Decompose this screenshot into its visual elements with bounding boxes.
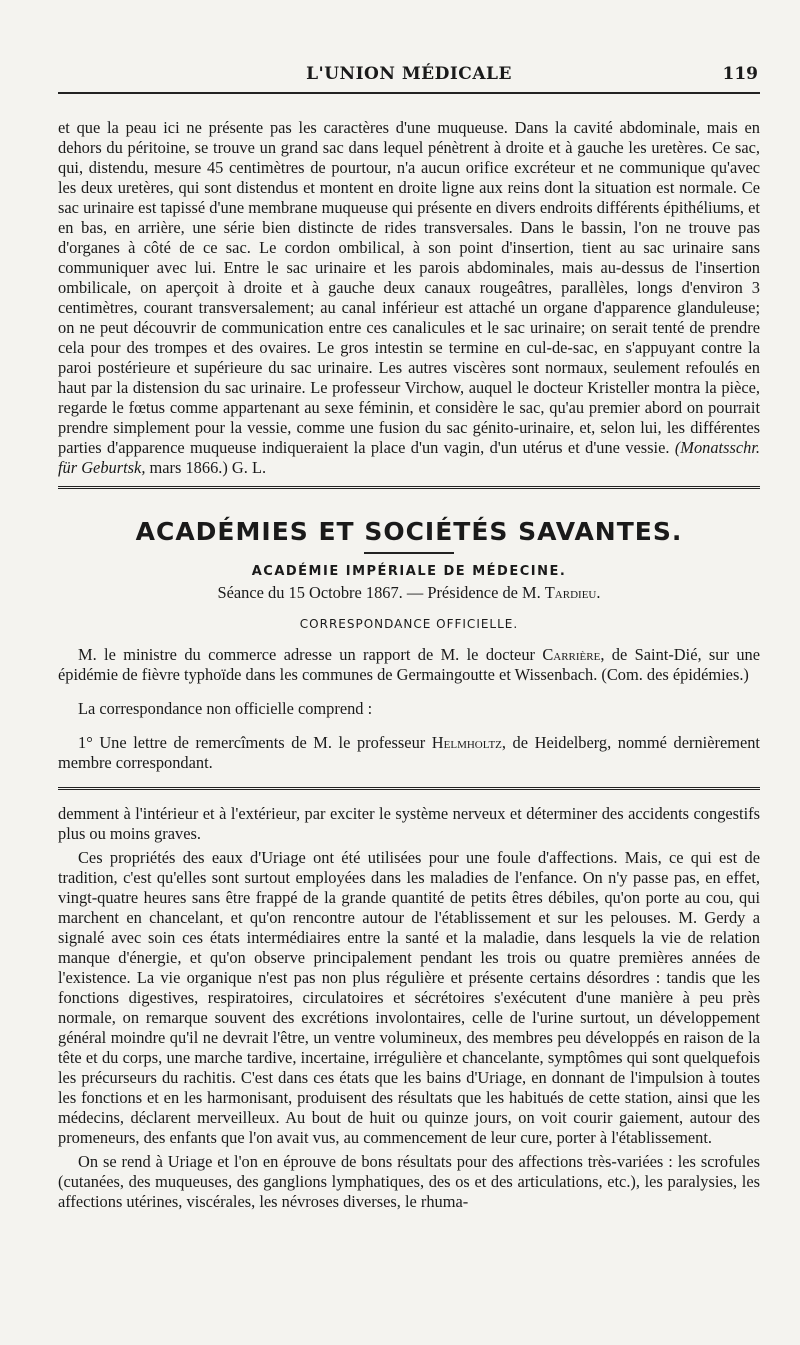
bottom-paragraph: demment à l'intérieur et à l'extérieur, par exciter le système nerveux et déterminer des accidents congestifs plus ou moins graves.	[58, 804, 760, 843]
official-name: Carrière	[542, 645, 601, 664]
top-paragraph	[58, 118, 760, 478]
session-prefix: Séance du 15 Octobre 1867. — Présidence de M.	[217, 583, 545, 602]
feuilleton-divider	[58, 787, 760, 790]
official-correspondence	[58, 645, 760, 685]
section-title-rule	[364, 552, 454, 554]
running-header	[58, 62, 760, 94]
section-title: ACADÉMIES ET SOCIÉTÉS SAVANTES.	[135, 517, 683, 546]
correspondence-heading: CORRESPONDANCE OFFICIELLE.	[299, 617, 519, 631]
citation-journal: (Monatsschr. für Geburtsk,	[58, 438, 760, 477]
president-name: Tardieu	[544, 583, 597, 602]
bottom-paragraph: Ces propriétés des eaux d'Uriage ont été utilisées pour une foule d'affections. Mais, ce qui est de tradition, c'est qu'elles sont surtout employées dans les maladies de l'enfance. On n'y passe pas, en effet, vingt-quatre heures sans être frappé de la grande quantité de petits êtres débiles, qu'on porte au cou, qui marchent en chancelant, et qu'on rencontre autour de l'établissement et sur les pelouses. M. Gerdy a signalé avec soin ces états intermédiaires entre la santé et la maladie, dans lesquels la vie de relation manque d'énergie, et qu'on observe principalement pendant les trois ou quatre premières années de l'existence. La vie organique n'est pas non plus régulière et présente certains désordres : tandis que les fonctions digestives, respiratoires, circulatoires et sécrétoires s'exécutent d'une manière à peu près normale, on remarque souvent des excrétions involontaires, celle de l'urine surtout, un développement général moindre qu'il ne devrait l'être, un ventre volumineux, des membres peu développés en raison de la tête et du corps, une marche tardive, incertaine, irrégulière et chancelante, symptômes qui sont quelquefois les précurseurs du rachitis. C'est dans ces états que les bains d'Uriage, en donnant de l'impulsion à toutes les fonctions et en les harmonisant, produisent des résultats que les habitués de cette station, ainsi que les médecins, déclarent merveilleux. Au bout de huit ou quinze jours, on voit courir gaiement, autour des promeneurs, des enfants que l'on avait vus, au commencement de leur cure, porter à l'établissement.	[58, 848, 760, 1147]
top-paragraph-text: et que la peau ici ne présente pas les caractères d'une muqueuse. Dans la cavité abdominale, mais en dehors du péritoine, se trouve un grand sac dans lequel pénètrent à droite et à gauche les uretères. Ce sac, qui, distendu, mesure 45 centimètres de pourtour, n'a aucun orifice excréteur et ne communique qu'avec les deux uretères, qui sont distendus et montent en droite ligne aux reins dont la situation est normale. Ce sac urinaire est tapissé d'une membrane muqueuse qui présente en divers endroits différents épithéliums, et en bas, en arrière, une série bien distincte de rides transversales. Dans le bassin, l'on ne trouve pas d'organes à côté de ce sac. Le cordon ombilical, à son point d'insertion, tient au sac urinaire sans communiquer avec lui. Entre le sac urinaire et les parois abdominales, mais au-dessus de l'insertion ombilicale, on aperçoit à droite et à gauche deux canaux rougeâtres, parallèles, longs d'environ 3 centimètres, courant transversalement; au canal inférieur est attaché un organe d'apparence glanduleuse; on ne peut découvrir de communication entre ces canalicules et le sac urinaire; on serait tenté de prendre cela pour des trompes et des ovaires. Le gros intestin se termine en cul-de-sac, en s'appuyant contre la paroi postérieure et supérieure du sac urinaire. Les autres viscères sont normaux, seulement refoulés en haut par la distension du sac urinaire. Le professeur Virchow, auquel le docteur Kristeller montra la pièce, regarde le fœtus comme appartenant au sexe féminin, et considère le sac, qu'au premier abord on pourrait prendre simplement pour la vessie, comme une fusion du sac génito-urinaire, et, selon lui, les différentes parties d'apparence muqueuse indiqueraient la place d'un vagin, d'un utérus et d'une vessie.	[58, 118, 760, 457]
section-divider-top	[58, 486, 760, 489]
page-number: 119	[722, 64, 758, 84]
letter-suffix: , de Heidelberg, nommé dernièrement membre correspondant.	[58, 733, 760, 772]
letter-name: Helmholtz	[431, 733, 502, 752]
citation-date: mars 1866.) G. L.	[145, 458, 267, 477]
bottom-paragraph: On se rend à Uriage et l'on en éprouve de bons résultats pour des affections très-variées : les scrofules (cutanées, des muqueuses, des ganglions lymphatiques, des os et des articulations, etc.), les paralysies, les affections utérines, viscérales, les névroses diverses, le rhuma-	[58, 1152, 760, 1211]
journal-title: L'UNION MÉDICALE	[306, 64, 512, 84]
letter-prefix: 1° Une lettre de remercîments de M. le professeur	[78, 733, 432, 752]
letter-item	[58, 733, 760, 773]
session-line	[58, 583, 760, 603]
subsection-title: ACADÉMIE IMPÉRIALE DE MÉDECINE.	[251, 564, 567, 579]
unofficial-intro: La correspondance non officielle comprend :	[78, 699, 373, 718]
official-prefix: M. le ministre du commerce adresse un rapport de M. le docteur	[78, 645, 543, 664]
official-suffix: , de Saint-Dié, sur une épidémie de fièvre typhoïde dans les communes de Germaingoutte et Wissenbach. (Com. des épidémies.)	[58, 645, 760, 684]
session-suffix: .	[596, 583, 601, 602]
